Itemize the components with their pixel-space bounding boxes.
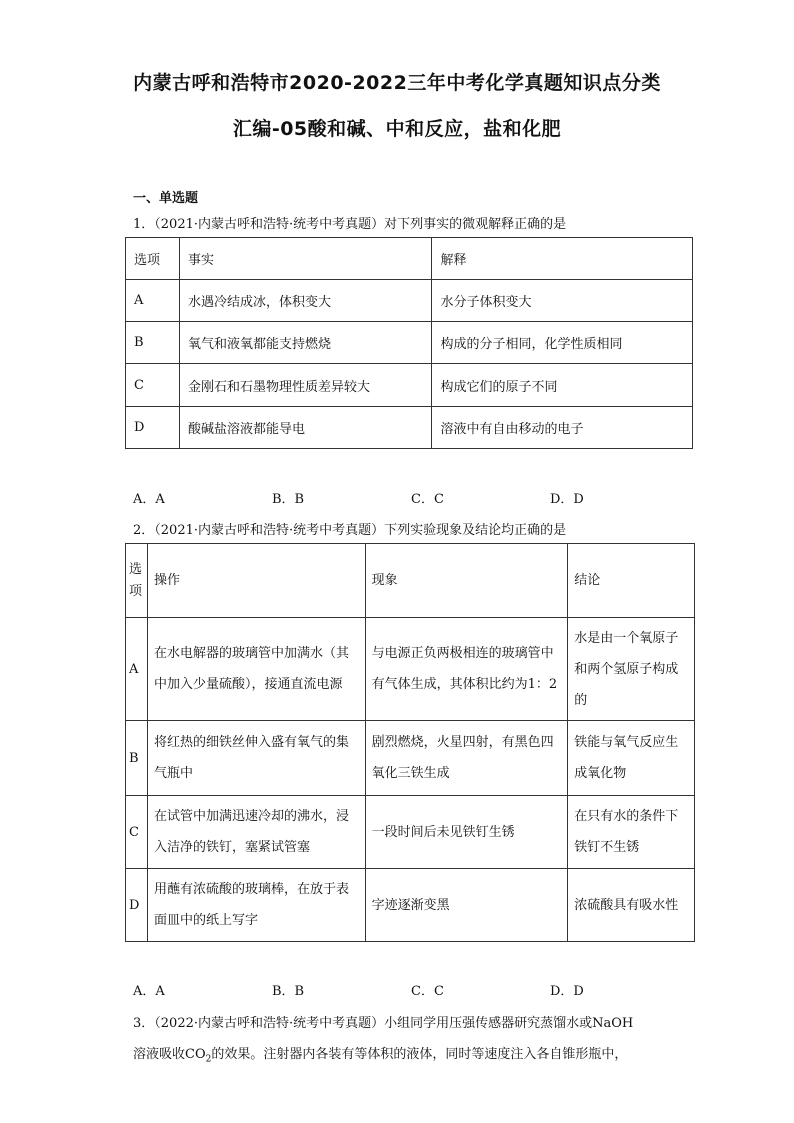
table-row — [126, 364, 693, 407]
table-row — [126, 407, 693, 449]
option-a: A．A — [133, 984, 165, 999]
table-cell: 将红热的细铁丝伸入盛有氧气的集气瓶中 — [147, 721, 365, 796]
option-a: A．A — [133, 492, 165, 507]
table-row — [126, 796, 695, 869]
option-d: D．D — [550, 984, 584, 999]
q1-options — [133, 488, 693, 507]
section-heading: 一、单选题 — [133, 191, 199, 206]
table-header-cell: 结论 — [568, 544, 695, 618]
table-cell: D — [126, 407, 180, 449]
table-header-cell: 现象 — [365, 544, 568, 618]
table-cell: 在只有水的条件下铁钉不生锈 — [568, 796, 695, 869]
table-cell: 铁能与氧气反应生成氧化物 — [568, 721, 695, 796]
table-cell: 与电源正负两极相连的玻璃管中有气体生成，其体积比约为1：2 — [365, 618, 568, 721]
table-cell: 在水电解器的玻璃管中加满水（其中加入少量硫酸），接通直流电源 — [147, 618, 365, 721]
q3-subscript: 2 — [205, 1054, 212, 1065]
q3-stem-text-a: 溶液吸收CO — [133, 1047, 206, 1062]
option-b: B．B — [272, 984, 305, 999]
option-b: B．B — [272, 492, 305, 507]
table-cell: 用蘸有浓硫酸的玻璃棒，在放于表面皿中的纸上写字 — [147, 869, 365, 942]
table-row — [126, 322, 693, 364]
table-header-row — [126, 238, 693, 280]
table-cell: B — [126, 721, 148, 796]
option-c: C．C — [411, 984, 444, 999]
table-cell: C — [126, 796, 148, 869]
q2-table — [125, 543, 695, 942]
table-cell: A — [126, 280, 180, 322]
doc-title-line2: 汇编-05酸和碱、中和反应，盐和化肥 — [232, 118, 562, 140]
table-row — [126, 618, 695, 721]
q3-stem-text-b: 的效果。注射器内各装有等体积的液体，同时等速度注入各自锥形瓶中， — [211, 1047, 628, 1062]
table-header-cell: 事实 — [179, 238, 432, 280]
table-cell: A — [126, 618, 148, 721]
q2-options — [133, 980, 693, 999]
table-row — [126, 869, 695, 942]
table-cell: 溶液中有自由移动的电子 — [432, 407, 693, 449]
table-header-cell: 选项 — [126, 238, 180, 280]
table-cell: 构成的分子相同，化学性质相同 — [432, 322, 693, 364]
option-c: C．C — [411, 492, 444, 507]
table-header-cell: 操作 — [147, 544, 365, 618]
table-header-cell: 解释 — [432, 238, 693, 280]
table-cell: 水分子体积变大 — [432, 280, 693, 322]
q3-stem-line2 — [133, 1043, 627, 1065]
option-d: D．D — [550, 492, 584, 507]
table-cell: 浓硫酸具有吸水性 — [568, 869, 695, 942]
table-cell: 酸碱盐溶液都能导电 — [179, 407, 432, 449]
table-cell: 在试管中加满迅速冷却的沸水，浸入洁净的铁钉，塞紧试管塞 — [147, 796, 365, 869]
table-cell: 水是由一个氧原子和两个氢原子构成的 — [568, 618, 695, 721]
table-cell: C — [126, 364, 180, 407]
table-row — [126, 721, 695, 796]
q1-stem: 1．（2021·内蒙古呼和浩特·统考中考真题）对下列事实的微观解释正确的是 — [133, 217, 567, 232]
table-cell: D — [126, 869, 148, 942]
table-cell: B — [126, 322, 180, 364]
q2-stem: 2．（2021·内蒙古呼和浩特·统考中考真题）下列实验现象及结论均正确的是 — [133, 523, 567, 538]
table-cell: 金刚石和石墨物理性质差异较大 — [179, 364, 432, 407]
q3-stem-line1: 3．（2022·内蒙古呼和浩特·统考中考真题）小组同学用压强传感器研究蒸馏水或NaOH — [133, 1016, 634, 1031]
table-cell: 一段时间后未见铁钉生锈 — [365, 796, 568, 869]
table-cell: 构成它们的原子不同 — [432, 364, 693, 407]
table-header-row — [126, 544, 695, 618]
table-cell: 氧气和液氧都能支持燃烧 — [179, 322, 432, 364]
table-header-cell: 选项 — [126, 544, 148, 618]
table-row — [126, 280, 693, 322]
doc-title-line1: 内蒙古呼和浩特市2020-2022三年中考化学真题知识点分类 — [133, 72, 661, 94]
table-cell: 字迹逐渐变黑 — [365, 869, 568, 942]
table-cell: 水遇冷结成冰，体积变大 — [179, 280, 432, 322]
table-cell: 剧烈燃烧，火星四射，有黑色四氧化三铁生成 — [365, 721, 568, 796]
q1-table — [125, 237, 693, 449]
